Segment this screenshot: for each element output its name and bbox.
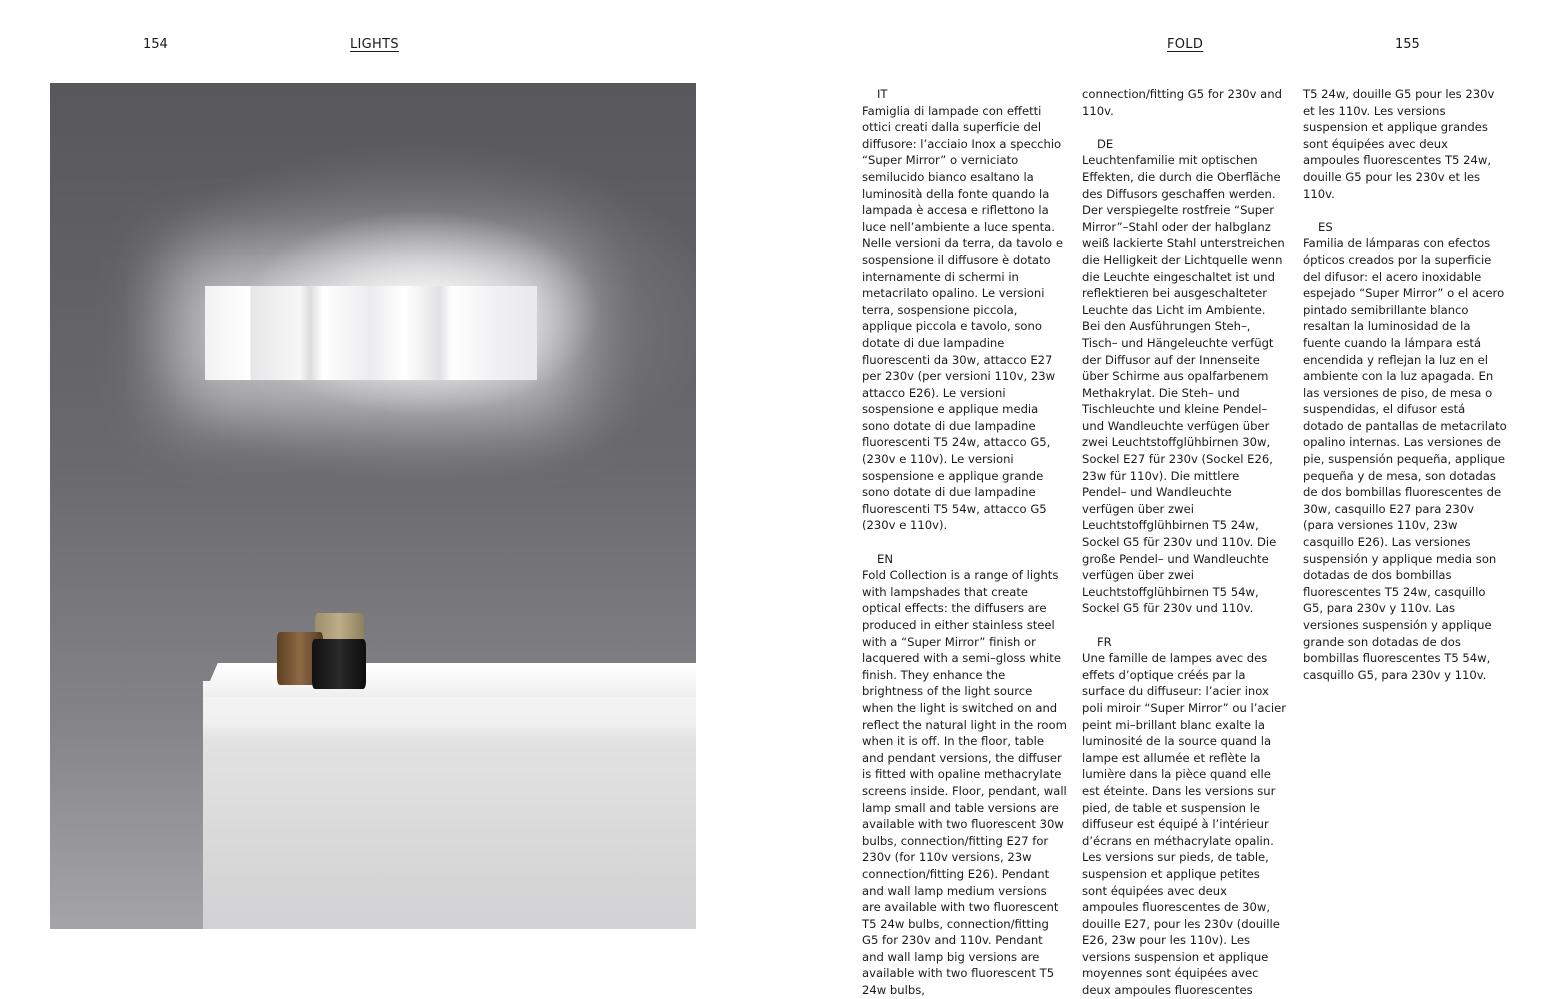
body-it: Famiglia di lampade con effetti ottici creati dalla superficie del diffusore: l’acciaio Inox a specchio “Super Mirror” o verniciato semilucido bianco esaltano la luminosità della fonte quando la lampada è accesa e riflettono la luce nell’ambiente a luce spenta. Nelle versioni da terra, da tavolo e sospensione il diffusore è dotato internamente di schermi in metacrilato opalino. Le versioni terra, sospensione piccola, applique piccola e tavolo, sono dotate di due lampadine fluorescenti da 30w, attacco E27 per 230v (per versioni 110v, 23w attacco E26). Le versioni sospensione e applique media sono dotate di due lampadine fluorescenti T5 24w, attacco G5, (230v e 110v). Le versioni sospensione e applique grande sono dotate di due lampadine fluorescenti T5 54w, attacco G5 (230v e 110v). bbox=[862, 103, 1063, 533]
body-en-part1: Fold Collection is a range of lights with lampshades that create optical effects: the diffusers are produced in either stainless steel with a “Super Mirror” finish or lacquered with a semi–gloss white finish. They enhance the brightness of the light source when the light is switched on and reflect the natural light in the room when it is off. In the floor, table and pendant versions, the diffuser is fitted with opaline methacrylate screens inside. Floor, pendant, wall lamp small and table versions are available with two fluorescent 30w bulbs, connection/fitting E27 for 230v (for 110v versions, 23w connection/fitting E26). Pendant and wall lamp medium versions are available with two fluorescent T5 24w bulbs, connection/fitting G5 for 230v and 110v. Pendant and wall lamp big versions are available with two fluorescent T5 24w bulbs, bbox=[862, 568, 1067, 998]
product-photo bbox=[50, 83, 696, 929]
text-column-1 bbox=[862, 86, 1067, 999]
lang-heading-de: DE bbox=[1097, 136, 1114, 151]
lang-heading-it: IT bbox=[877, 87, 888, 101]
right-section-title: FOLD bbox=[1167, 37, 1204, 52]
lang-heading-en: EN bbox=[877, 551, 893, 566]
fold-wall-lamp bbox=[205, 286, 537, 380]
body-en-part2: connection/fitting G5 for 230v and 110v. bbox=[1082, 87, 1282, 118]
text-column-3 bbox=[1303, 86, 1508, 683]
body-es: Familia de lámparas con efectos ópticos creados por la superficie del difusor: el acero inoxidable espejado “Super Mirror” o el acero pintado semibrillante blanco resaltan la luminosidad de la fuente cuando la lámpara está encendida y reflejan la luz en el ambiente con la luz apagada. En las versiones de piso, de mesa o suspendidas, el difusor está dotado de pantallas de metacrilato opalino internas. Las versiones de pie, suspensión pequeña, applique pequeña y de mesa, son dotadas de dos bombillas fluorescentes de 30w, casquillo E27 para 230v (para versiones 110v, 23w casquillo E26). Las versiones suspensión y applique media son dotadas de dos bombillas fluorescentes T5 24w, casquillo G5, para 230v y 110v. Las versiones suspensión y applique grande son dotadas de dos bombillas fluorescentes T5 54w, casquillo G5, para 230v y 110v. bbox=[1303, 236, 1507, 682]
text-column-2 bbox=[1082, 86, 1287, 999]
left-page-number: 154 bbox=[143, 37, 168, 52]
lang-heading-es: ES bbox=[1318, 219, 1333, 234]
white-shelf bbox=[203, 681, 696, 929]
body-fr-part1: Une famille de lampes avec des effets d’optique créés par la surface du diffuseur: l’acier inox poli miroir “Super Mirror” ou l’acier peint mi–brillant blanc exalte la luminosité de la source quand la lampe est allumée et reflète la lumière dans la pièce quand elle est éteinte. Dans les versions sur pied, de table et suspension le diffuseur est équipé à l’intérieur d’écrans en méthacrylate opalin. Les versions sur pieds, de table, suspension et applique petites sont équipées avec deux ampoules fluorescentes de 30w, douille E27, pour les 230v (douille E26, 23w pour les 110v). Les versions suspension et applique moyennes sont équipées avec deux ampoules fluorescentes bbox=[1082, 651, 1287, 998]
black-vase bbox=[312, 639, 366, 689]
lang-heading-fr: FR bbox=[1097, 634, 1112, 649]
body-fr-part2: T5 24w, douille G5 pour les 230v et les 110v. Les versions suspension et applique grandes sont équipées avec deux ampoules fluorescentes T5 24w, douille G5 pour les 230v et les 110v. bbox=[1303, 87, 1495, 201]
body-de: Leuchtenfamilie mit optischen Effekten, die durch die Oberfläche des Diffusors geschaffen werden. Der verspiegelte rostfreie “Super Mirror”–Stahl oder der halbglanz weiß lackierte Stahl unterstreichen die Helligkeit der Lichtquelle wenn die Leuchte eingeschaltet ist und reflektieren bei ausgeschalteter Leuchte das Licht im Ambiente. Bei den Ausführungen Steh–, Tisch– und Hängeleuchte verfügt der Diffusor auf der Innenseite über Schirme aus opalfarbenem Methakrylat. Die Steh– und Tischleuchte und kleine Pendel– und Wandleuchte verfügen über zwei Leuchtstoffglühbirnen 30w, Sockel E27 für 230v (Sockel E26, 23w für 110v). Die mittlere Pendel– und Wandleuchte verfügen über zwei Leuchtstoffglühbirnen T5 24w, Sockel G5 für 230v und 110v. Die große Pendel– und Wandleuchte verfügen über zwei Leuchtstoffglühbirnen T5 54w, Sockel G5 für 230v und 110v. bbox=[1082, 153, 1285, 616]
left-section-title: LIGHTS bbox=[350, 37, 399, 52]
right-page-number: 155 bbox=[1395, 37, 1420, 52]
